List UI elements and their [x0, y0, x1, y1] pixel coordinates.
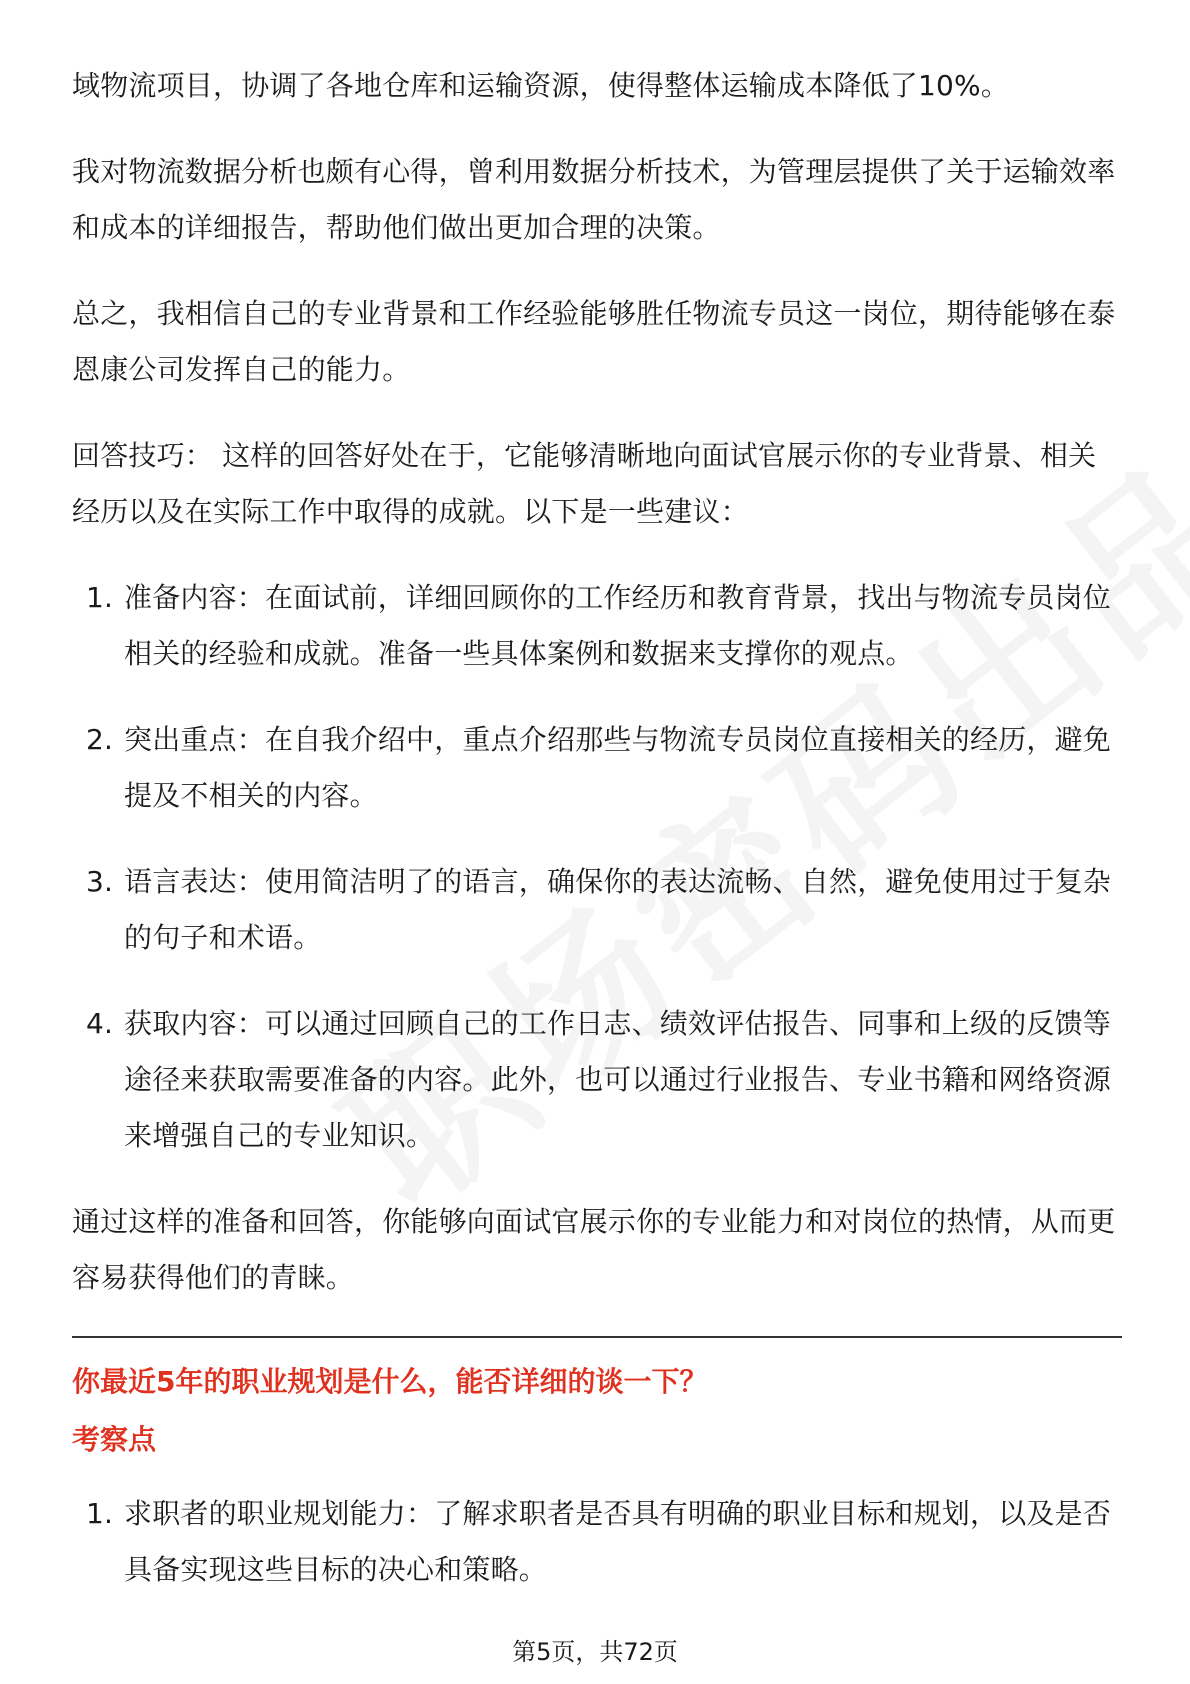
list-text: 突出重点：在自我介绍中，重点介绍那些与物流专员岗位直接相关的经历，避免提及不相关的内容。: [124, 723, 1112, 812]
list-number: 4.: [86, 1007, 114, 1040]
answer-tips-intro: 回答技巧： 这样的回答好处在于，它能够清晰地向面试官展示你的专业背景、相关经历以及在实际工作中取得的成就。以下是一些建议：: [72, 439, 1097, 528]
paragraph-3: 总之，我相信自己的专业背景和工作经验能够胜任物流专员这一岗位，期待能够在泰恩康公司发挥自己的能力。: [72, 297, 1116, 386]
tips-list: [72, 570, 1122, 1164]
list-item: [72, 712, 1122, 824]
list-text: 准备内容：在面试前，详细回顾你的工作经历和教育背景，找出与物流专员岗位相关的经验和成就。准备一些具体案例和数据来支撑你的观点。: [124, 581, 1112, 670]
page-footer: 第5页，共72页: [512, 1638, 678, 1666]
list-item: [72, 1486, 1122, 1598]
conclusion-paragraph: 通过这样的准备和回答，你能够向面试官展示你的专业能力和对岗位的热情，从而更容易获得他们的青睐。: [72, 1205, 1116, 1294]
section-divider: [72, 1336, 1122, 1338]
list-text: 语言表达：使用简洁明了的语言，确保你的表达流畅、自然，避免使用过于复杂的句子和术语。: [124, 865, 1112, 954]
list-number: 1.: [86, 581, 114, 614]
list-number: 3.: [86, 865, 114, 898]
list-item: [72, 570, 1122, 682]
list-item: [72, 996, 1122, 1164]
question-title: 你最近5年的职业规划是什么，能否详细的谈一下？: [72, 1365, 708, 1398]
document-page: [72, 58, 1122, 1628]
paragraph-2: 我对物流数据分析也颇有心得，曾利用数据分析技术，为管理层提供了关于运输效率和成本的详细报告，帮助他们做出更加合理的决策。: [72, 155, 1116, 244]
question-subtitle: 考察点: [72, 1423, 157, 1456]
list-text: 求职者的职业规划能力：了解求职者是否具有明确的职业目标和规划，以及是否具备实现这些目标的决心和策略。: [124, 1497, 1112, 1586]
list-number: 2.: [86, 723, 114, 756]
list-number: 1.: [86, 1497, 114, 1530]
list-item: [72, 854, 1122, 966]
paragraph-1: 域物流项目，协调了各地仓库和运输资源，使得整体运输成本降低了10%。: [72, 69, 1010, 102]
points-list: [72, 1486, 1122, 1598]
list-text: 获取内容：可以通过回顾自己的工作日志、绩效评估报告、同事和上级的反馈等途径来获取需要准备的内容。此外，也可以通过行业报告、专业书籍和网络资源来增强自己的专业知识。: [124, 1007, 1112, 1152]
